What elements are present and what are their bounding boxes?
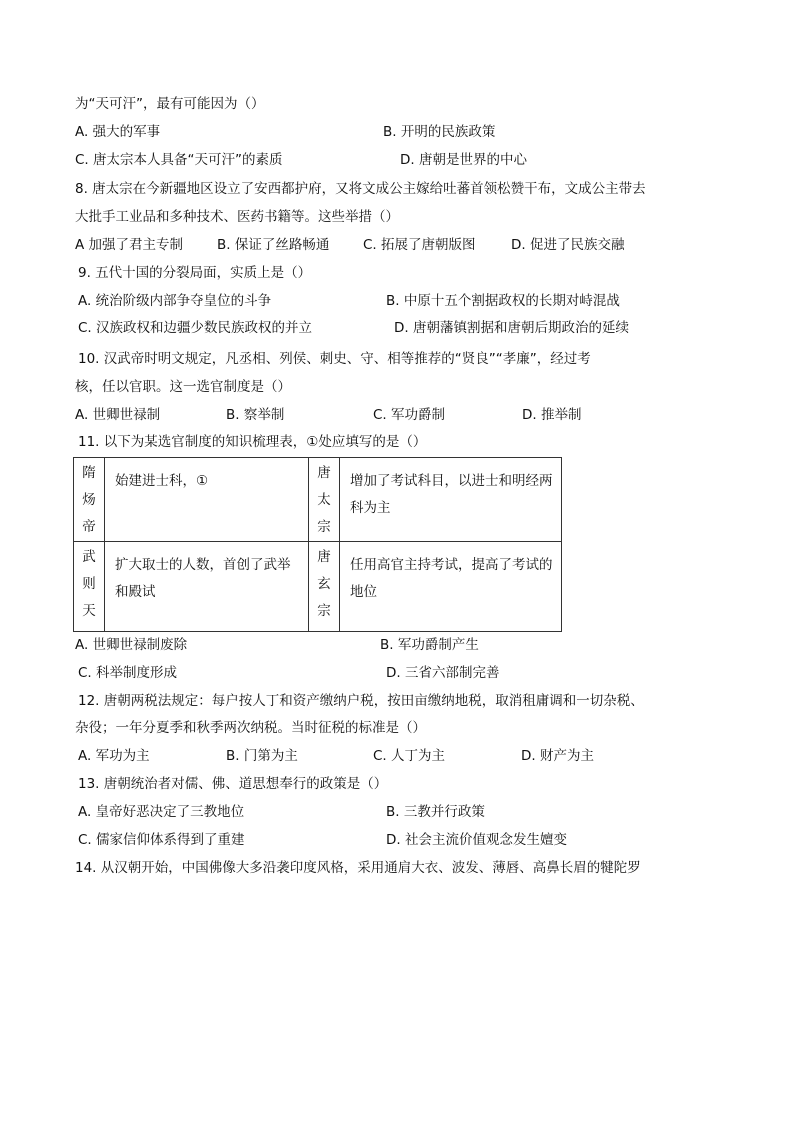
table-cell-description: 始建进士科，① bbox=[105, 458, 309, 542]
table-cell-emperor: 隋 炀 帝 bbox=[74, 458, 105, 542]
q7-option-d[interactable]: D. 唐朝是世界的中心 bbox=[400, 152, 527, 168]
q10-option-d[interactable]: D. 推举制 bbox=[522, 407, 582, 423]
q12-option-b[interactable]: B. 门第为主 bbox=[226, 748, 298, 764]
q9-option-d[interactable]: D. 唐朝藩镇割据和唐朝后期政治的延续 bbox=[394, 320, 629, 336]
q10-option-b[interactable]: B. 察举制 bbox=[226, 407, 285, 423]
q11-stem: 11. 以下为某选官制度的知识梳理表，①处应填写的是（） bbox=[78, 434, 427, 450]
table-cell-emperor: 武 则 天 bbox=[74, 542, 105, 632]
q10-option-c[interactable]: C. 军功爵制 bbox=[373, 407, 446, 423]
q8-stem-line1: 8. 唐太宗在今新疆地区设立了安西都护府，又将文成公主嫁给吐蕃首领松赞干布，文成公主带去 bbox=[75, 181, 646, 197]
q13-option-c[interactable]: C. 儒家信仰体系得到了重建 bbox=[78, 832, 245, 848]
q11-option-a[interactable]: A. 世卿世禄制废除 bbox=[75, 637, 188, 653]
table-cell-description: 任用高官主持考试，提高了考试的地位 bbox=[340, 542, 562, 632]
q9-stem: 9. 五代十国的分裂局面，实质上是（） bbox=[78, 265, 312, 281]
q8-option-c[interactable]: C. 拓展了唐朝版图 bbox=[363, 237, 476, 253]
q8-option-a[interactable]: A 加强了君主专制 bbox=[75, 237, 184, 253]
q14-stem-line1: 14. 从汉朝开始，中国佛像大多沿袭印度风格，采用通肩大衣、波发、薄唇、高鼻长眉的犍陀罗 bbox=[75, 860, 641, 876]
table-cell-emperor: 唐 玄 宗 bbox=[309, 542, 340, 632]
q12-option-d[interactable]: D. 财产为主 bbox=[521, 748, 594, 764]
q10-option-a[interactable]: A. 世卿世禄制 bbox=[75, 407, 161, 423]
knowledge-table bbox=[73, 457, 562, 632]
table-cell-description: 增加了考试科目，以进士和明经两科为主 bbox=[340, 458, 562, 542]
q8-option-b[interactable]: B. 保证了丝路畅通 bbox=[217, 237, 330, 253]
q11-option-c[interactable]: C. 科举制度形成 bbox=[78, 665, 178, 681]
q9-option-c[interactable]: C. 汉族政权和边疆少数民族政权的并立 bbox=[78, 320, 313, 336]
q11-option-b[interactable]: B. 军功爵制产生 bbox=[380, 637, 479, 653]
table-row bbox=[74, 458, 562, 542]
q13-option-d[interactable]: D. 社会主流价值观念发生嬗变 bbox=[386, 832, 567, 848]
q13-stem: 13. 唐朝统治者对儒、佛、道思想奉行的政策是（） bbox=[78, 776, 388, 792]
q10-stem-line1: 10. 汉武帝时明文规定，凡丞相、列侯、刺史、守、相等推荐的“贤良”“孝廉”，经过考 bbox=[78, 351, 591, 367]
q8-option-d[interactable]: D. 促进了民族交融 bbox=[511, 237, 625, 253]
q12-option-c[interactable]: C. 人丁为主 bbox=[373, 748, 446, 764]
table-row bbox=[74, 542, 562, 632]
q9-option-a[interactable]: A. 统治阶级内部争夺皇位的斗争 bbox=[78, 293, 272, 309]
q10-stem-line2: 核，任以官职。这一选官制度是（） bbox=[75, 379, 291, 395]
q13-option-a[interactable]: A. 皇帝好恶决定了三教地位 bbox=[78, 804, 245, 820]
q8-stem-line2: 大批手工业品和多种技术、医药书籍等。这些举措（） bbox=[75, 209, 399, 225]
table-cell-description: 扩大取士的人数，首创了武举和殿试 bbox=[105, 542, 309, 632]
q7-option-a[interactable]: A. 强大的军事 bbox=[75, 124, 161, 140]
q9-option-b[interactable]: B. 中原十五个割据政权的长期对峙混战 bbox=[386, 293, 620, 309]
q7-option-b[interactable]: B. 开明的民族政策 bbox=[383, 124, 496, 140]
q7-option-c[interactable]: C. 唐太宗本人具备“天可汗”的素质 bbox=[75, 152, 283, 168]
q12-stem-line2: 杂役；一年分夏季和秋季两次纳税。当时征税的标准是（） bbox=[75, 720, 426, 736]
q12-stem-line1: 12. 唐朝两税法规定：每户按人丁和资产缴纳户税，按田亩缴纳地税，取消租庸调和一切杂税、 bbox=[78, 693, 644, 709]
q13-option-b[interactable]: B. 三教并行政策 bbox=[386, 804, 485, 820]
q7-stem-tail: 为“天可汗”，最有可能因为（） bbox=[75, 96, 265, 112]
table-cell-emperor: 唐 太 宗 bbox=[309, 458, 340, 542]
q12-option-a[interactable]: A. 军功为主 bbox=[78, 748, 150, 764]
q11-option-d[interactable]: D. 三省六部制完善 bbox=[386, 665, 500, 681]
